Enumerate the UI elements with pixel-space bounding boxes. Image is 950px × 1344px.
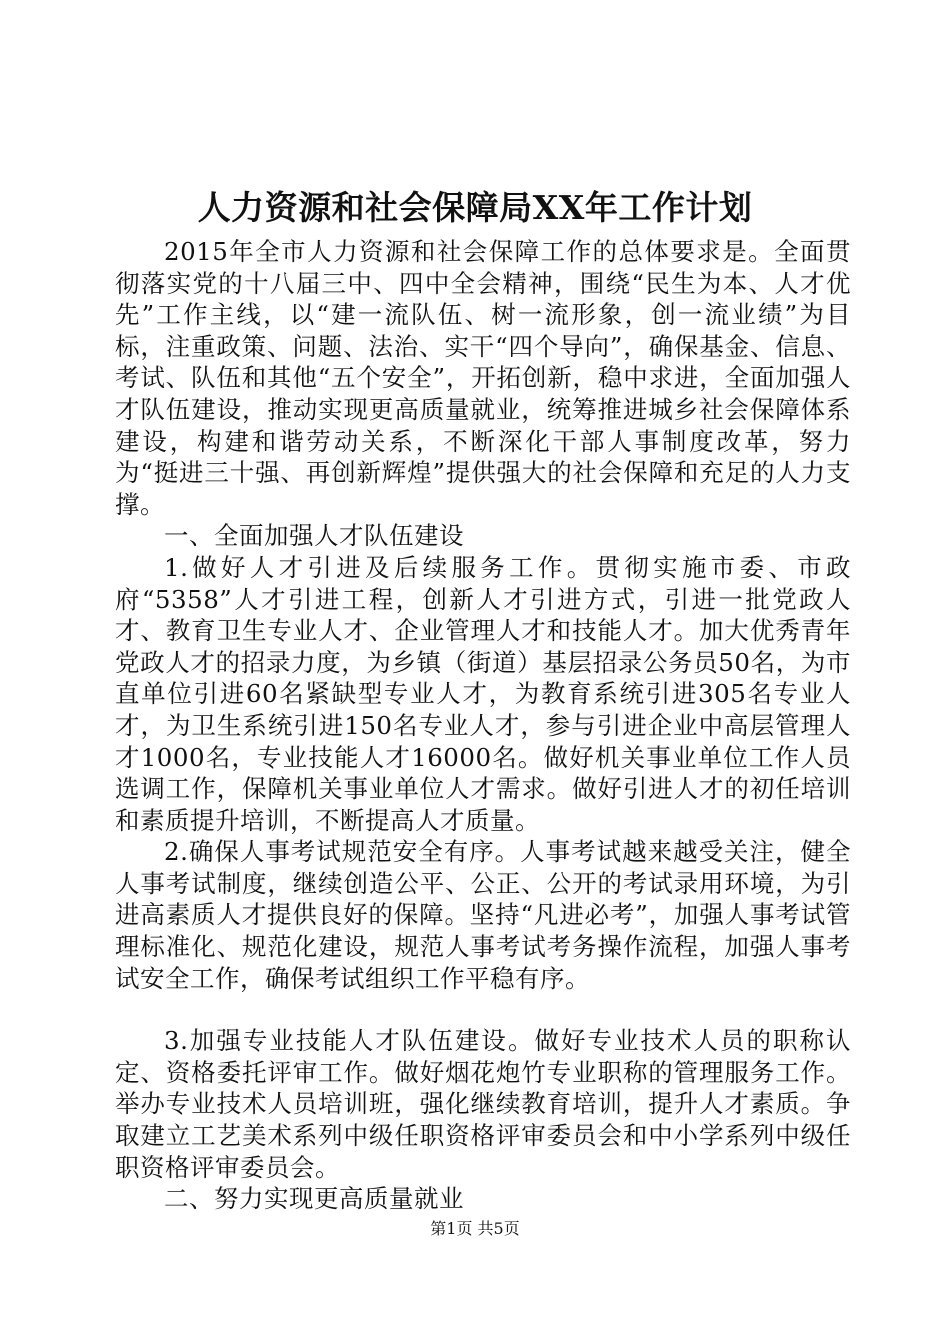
section-heading-2: 二、努力实现更高质量就业 bbox=[164, 1184, 464, 1214]
document-body bbox=[115, 236, 851, 1215]
paragraph-item-1: 1.做好人才引进及后续服务工作。贯彻实施市委、市政府“5358”人才引进工程，创新人才引进方式，引进一批党政人才、教育卫生专业人才、企业管理人才和技能人才。加大优秀青年党政人才的招录力度，为乡镇（街道）基层招录公务员50名，为市直单位引进60名紧缺型专业人才，为教育系统引进305名专业人才，为卫生系统引进150名专业人才，参与引进企业中高层管理人才1000名，专业技能人才16000名。做好机关事业单位工作人员选调工作，保障机关事业单位人才需求。做好引进人才的初任培训和素质提升培训，不断提高人才质量。 bbox=[115, 552, 851, 835]
paragraph-item-3: 3.加强专业技能人才队伍建设。做好专业技术人员的职称认定、资格委托评审工作。做好烟花炮竹专业职称的管理服务工作。举办专业技术人员培训班，强化继续教育培训，提升人才素质。争取建立工艺美术系列中级任职资格评审委员会和中小学系列中级任职资格评审委员会。 bbox=[115, 1026, 851, 1182]
paragraph-intro: 2015年全市人力资源和社会保障工作的总体要求是。全面贯彻落实党的十八届三中、四中全会精神，围绕“民生为本、人才优先”工作主线，以“建一流队伍、树一流形象，创一流业绩”为目标，注重政策、问题、法治、实干“四个导向”，确保基金、信息、考试、队伍和其他“五个安全”，开拓创新，稳中求进，全面加强人才队伍建设，推动实现更高质量就业，统筹推进城乡社会保障体系建设，构建和谐劳动关系，不断深化干部人事制度改革，努力为“挺进三十强、再创新辉煌”提供强大的社会保障和充足的人力支撑。 bbox=[115, 237, 851, 519]
document-title: 人力资源和社会保障局XX年工作计划 bbox=[197, 188, 753, 227]
page-number-footer: 第1页 共5页 bbox=[430, 1219, 520, 1238]
paragraph-item-2: 2.确保人事考试规范安全有序。人事考试越来越受关注，健全人事考试制度，继续创造公平、公正、公开的考试录用环境，为引进高素质人才提供良好的保障。坚持“凡进必考”，加强人事考试管理标准化、规范化建设，规范人事考试考务操作流程，加强人事考试安全工作，确保考试组织工作平稳有序。 bbox=[115, 837, 851, 993]
section-heading-1: 一、全面加强人才队伍建设 bbox=[164, 521, 464, 551]
